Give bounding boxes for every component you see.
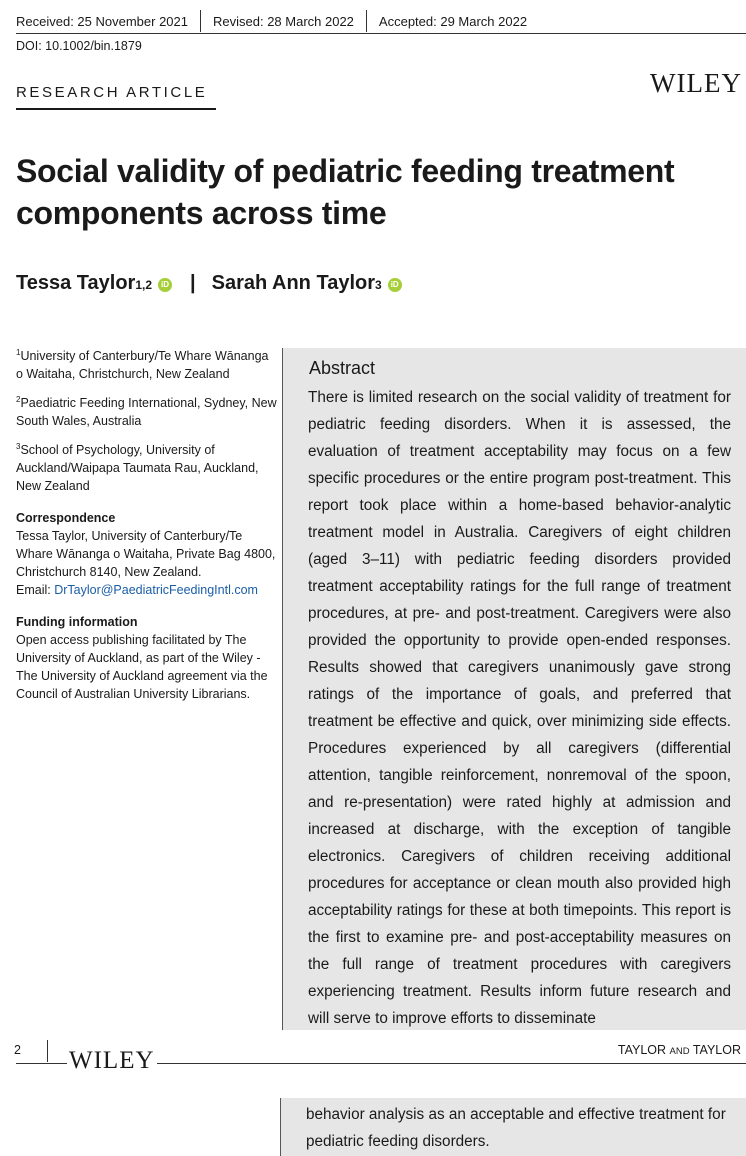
affiliation: $^1$University of Canterbury/Te Whare Wānanga o Waitaha, Christchurch, New Zealand bbox=[16, 348, 269, 382]
publisher-logo: WILEY bbox=[650, 68, 742, 98]
author-name[interactable]: Tessa Taylor bbox=[16, 272, 136, 294]
abstract-heading: Abstract bbox=[309, 358, 376, 378]
correspondence-text: Tessa Taylor, University of Canterbury/Te Whare Wānanga o Waitaha, Private Bag 4800, Christchurch 8140, New Zealand. Email: DrTaylor@PaediatricFeedingIntl.com bbox=[16, 529, 276, 598]
page-number: 2 bbox=[14, 1043, 21, 1057]
abstract-continuation: behavior analysis as an acceptable and effective treatment for pediatric feeding disorders. bbox=[306, 1106, 726, 1150]
affiliation: $^3$School of Psychology, University of Auckland/Waipapa Taumata Rau, Auckland, New Zealand bbox=[16, 442, 259, 494]
article-type-underline bbox=[16, 108, 216, 110]
author-affiliation-ref: 3 bbox=[375, 278, 382, 292]
date-divider bbox=[366, 10, 367, 32]
publisher-logo: WILEY bbox=[69, 1047, 155, 1074]
received-date: Received: 25 November 2021 bbox=[16, 13, 188, 29]
accepted-date: Accepted: 29 March 2022 bbox=[378, 13, 528, 29]
author-affiliation-ref: 1,2 bbox=[135, 278, 153, 292]
article-type-label: RESEARCH ARTICLE bbox=[16, 84, 208, 101]
correspondence-heading: Correspondence bbox=[16, 511, 116, 526]
article-info-column bbox=[16, 344, 278, 711]
affiliation: $^2$Paediatric Feeding International, Sydney, New South Wales, Australia bbox=[16, 395, 277, 429]
author-list bbox=[16, 272, 402, 295]
funding-text: Open access publishing facilitated by The University of Auckland, as part of the Wiley - The University of Auckland agreement via the Council of Australian University Librarians. bbox=[16, 633, 268, 702]
publication-dates bbox=[16, 10, 527, 32]
revised-date: Revised: 28 March 2022 bbox=[213, 13, 354, 29]
article-title: Social validity of pediatric feeding treatment components across time bbox=[16, 153, 675, 231]
header-rule bbox=[16, 33, 746, 34]
email-link[interactable]: DrTaylor@PaediatricFeedingIntl.com bbox=[54, 583, 258, 598]
abstract-text: There is limited research on the social validity of treatment for pediatric feeding disorders. When it is assessed, the evaluation of treatment acceptability may focus on a few specific procedures or the entire program post-treatment. This report took place within a home-based behavior-analytic treatment model in Australia. Caregivers of eight children (aged 3–11) with pediatric feeding disorders provided treatment acceptability ratings for the full range of treatment procedures, at pre- and post-treatment. Caregivers were also provided the opportunity to provide open-ended responses. Results showed that caregivers unanimously gave strong ratings of the importance of goals, and preferred that treatment be effective and quick, over minimizing side effects. Procedures experienced by all caregivers (differential attention, tangible reinforcement, nonremoval of the spoon, and re-presentation) were rated highly at admission and increased at discharge, with the exception of tangible electronics. Caregivers of children receiving additional procedures for acceptance or clean mouth also provided high acceptability ratings for these at both timepoints. This report is the first to examine pre- and post-acceptability measures on the full range of treatment procedures with caregivers experiencing treatment. Results inform future research and will serve to improve efforts to disseminate bbox=[308, 389, 731, 1027]
author-name[interactable]: Sarah Ann Taylor bbox=[211, 272, 375, 294]
page-number-divider bbox=[47, 1040, 48, 1062]
orcid-icon[interactable]: iD bbox=[158, 278, 172, 292]
funding-heading: Funding information bbox=[16, 615, 138, 630]
date-divider bbox=[200, 10, 201, 32]
doi[interactable]: DOI: 10.1002/bin.1879 bbox=[16, 39, 142, 53]
orcid-icon[interactable]: iD bbox=[388, 278, 402, 292]
author-separator: | bbox=[190, 272, 196, 294]
running-head: TAYLOR AND TAYLOR bbox=[617, 1043, 741, 1057]
